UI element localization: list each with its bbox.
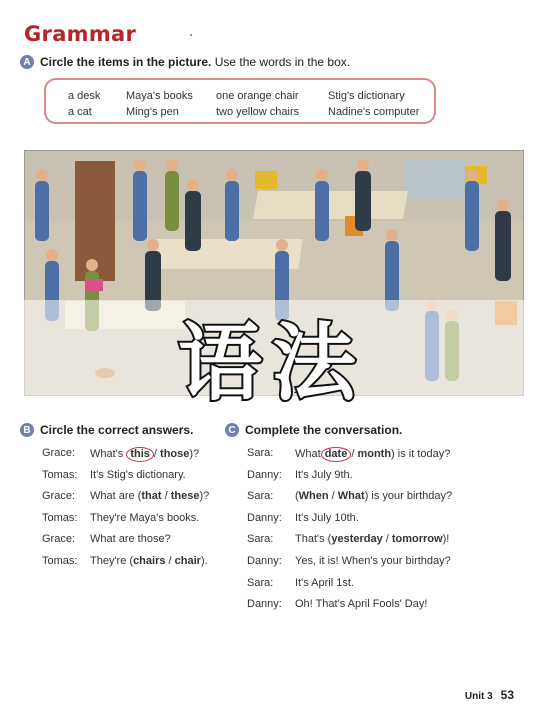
option-word: When xyxy=(298,490,329,502)
word-item: a desk xyxy=(68,90,101,102)
line-text: )? xyxy=(199,490,210,502)
line-text: ) is your birthday? xyxy=(364,490,453,502)
line-text: / xyxy=(165,555,175,567)
overlay-label: 语法 xyxy=(177,314,366,412)
option-word: chairs xyxy=(133,555,166,567)
line-text: It's Stig's dictionary. xyxy=(90,469,186,481)
line-text: They're ( xyxy=(90,555,134,567)
option-word: tomorrow xyxy=(391,533,443,545)
option-word: What xyxy=(337,490,365,502)
word-item: a cat xyxy=(68,106,92,118)
line-text: / xyxy=(161,490,171,502)
section-c-dialog xyxy=(247,447,507,617)
option-word: these xyxy=(170,490,200,502)
speaker-name: Sara: xyxy=(247,490,274,502)
speaker-name: Danny: xyxy=(247,555,282,567)
page-title: Grammar xyxy=(24,22,137,46)
word-item: Stig's dictionary xyxy=(328,90,405,102)
section-a-instruction-rest: Use the words in the box. xyxy=(211,55,351,69)
speaker-name: Grace: xyxy=(42,533,76,545)
line-text: ) is it today? xyxy=(391,448,451,460)
line-text: What are those? xyxy=(90,533,171,545)
section-b-badge: B xyxy=(20,423,34,437)
section-b-dialog xyxy=(42,447,222,577)
word-item: Maya's books xyxy=(126,90,193,102)
speaker-name: Danny: xyxy=(247,598,282,610)
speaker-name: Tomas: xyxy=(42,555,78,567)
word-item: Ming's pen xyxy=(126,106,179,118)
speaker-name: Sara: xyxy=(247,533,274,545)
word-item: two yellow chairs xyxy=(216,106,300,118)
option-word: those xyxy=(160,448,190,460)
circled-answer: this xyxy=(126,447,154,462)
line-text: )? xyxy=(189,448,200,460)
option-word: that xyxy=(141,490,162,502)
section-b-heading xyxy=(20,423,193,437)
speaker-name: Grace: xyxy=(42,447,76,459)
line-text: / xyxy=(382,533,392,545)
line-text: What xyxy=(295,448,321,460)
line-text: Yes, it is! When's your birthday? xyxy=(295,555,451,567)
word-column-1 xyxy=(68,88,100,120)
word-item: one orange chair xyxy=(216,90,299,102)
line-text: They're Maya's books. xyxy=(90,512,200,524)
section-c-heading xyxy=(225,423,402,437)
section-c-instruction: Complete the conversation. xyxy=(245,423,403,437)
page-footer xyxy=(465,688,514,702)
section-c-badge: C xyxy=(225,423,239,437)
word-item: Nadine's computer xyxy=(328,106,420,118)
line-text: / xyxy=(328,490,338,502)
speaker-name: Tomas: xyxy=(42,469,78,481)
line-text: What's xyxy=(90,448,127,460)
line-text: ). xyxy=(200,555,208,567)
section-a-heading xyxy=(20,55,350,69)
line-text: It's July 10th. xyxy=(295,512,359,524)
line-text: That's ( xyxy=(295,533,332,545)
speaker-name: Grace: xyxy=(42,490,76,502)
line-text: / xyxy=(153,448,161,460)
word-column-3 xyxy=(216,88,299,120)
line-text: )! xyxy=(442,533,450,545)
unit-label: Unit 3 xyxy=(464,691,493,702)
speaker-name: Tomas: xyxy=(42,512,78,524)
word-column-4 xyxy=(328,88,419,120)
circled-answer: date xyxy=(321,447,352,462)
line-text: Oh! That's April Fools' Day! xyxy=(295,598,428,610)
word-box xyxy=(44,78,436,124)
option-word: yesterday xyxy=(331,533,383,545)
speaker-name: Danny: xyxy=(247,469,282,481)
line-text: ( xyxy=(295,490,299,502)
speaker-name: Sara: xyxy=(247,447,274,459)
option-word: chair xyxy=(174,555,201,567)
section-b-instruction: Circle the correct answers. xyxy=(40,423,194,437)
speaker-name: Danny: xyxy=(247,512,282,524)
decorative-dot xyxy=(190,34,192,36)
line-text: It's July 9th. xyxy=(295,469,353,481)
option-word: month xyxy=(357,448,392,460)
word-column-2 xyxy=(126,88,193,120)
line-text: What are ( xyxy=(90,490,142,502)
page-number: 53 xyxy=(500,688,514,702)
section-a-badge: A xyxy=(20,55,34,69)
line-text: / xyxy=(351,448,358,460)
section-a-instruction-bold: Circle the items in the picture. xyxy=(40,55,212,69)
speaker-name: Sara: xyxy=(247,577,274,589)
line-text: It's April 1st. xyxy=(295,577,354,589)
